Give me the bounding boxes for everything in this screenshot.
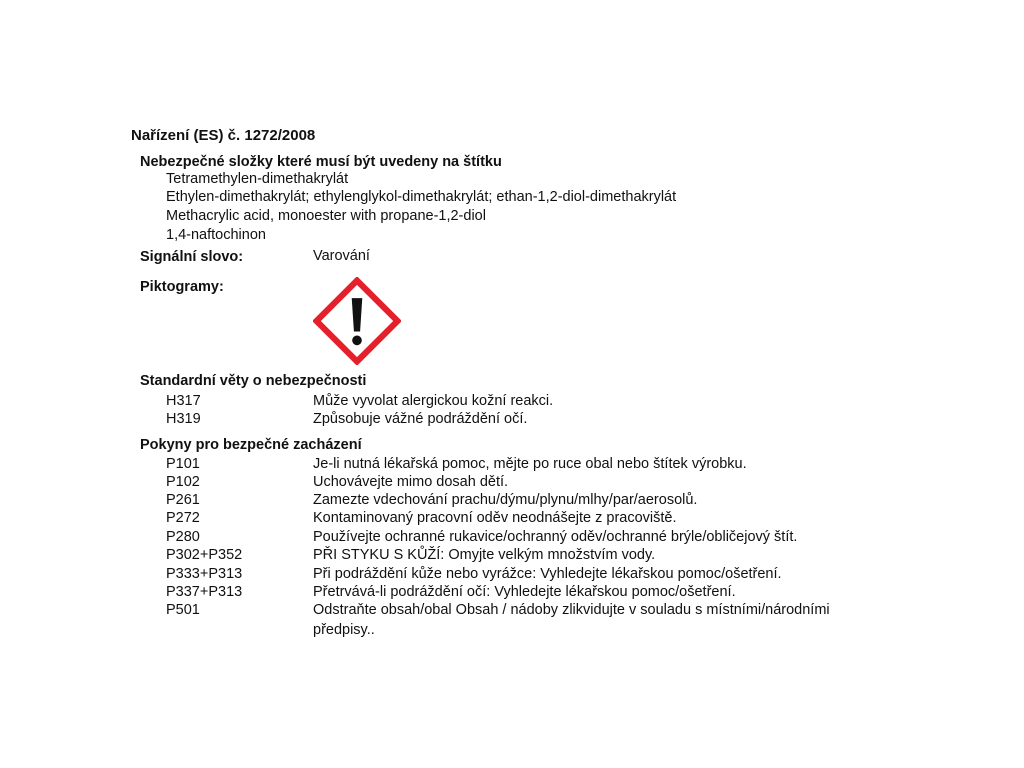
component-item: Ethylen-dimethakrylát; ethylenglykol-dimethakrylát; ethan-1,2-diol-dimethakrylát xyxy=(166,189,677,205)
precaution-text: Kontaminovaný pracovní oděv neodnášejte z pracoviště. xyxy=(313,510,677,526)
hazardous-components-heading: Nebezpečné složky které musí být uvedeny na štítku xyxy=(140,154,502,170)
precaution-code: P501 xyxy=(166,602,200,618)
precaution-text: Zamezte vdechování prachu/dýmu/plynu/mlhy/par/aerosolů. xyxy=(313,492,698,508)
pictograms-label: Piktogramy: xyxy=(140,279,224,295)
precaution-code: P102 xyxy=(166,474,200,490)
hazard-statements-heading: Standardní věty o nebezpečnosti xyxy=(140,373,367,389)
precaution-code: P337+P313 xyxy=(166,584,243,600)
component-item: Tetramethylen-dimethakrylát xyxy=(166,171,349,187)
hazard-code: H319 xyxy=(166,411,201,427)
precaution-code: P261 xyxy=(166,492,200,508)
precaution-text: Je-li nutná lékařská pomoc, mějte po ruce obal nebo štítek výrobku. xyxy=(313,456,747,472)
signal-word-value: Varování xyxy=(313,248,370,264)
precaution-code: P280 xyxy=(166,529,200,545)
component-item: 1,4-naftochinon xyxy=(166,227,266,243)
precaution-code: P101 xyxy=(166,456,200,472)
precaution-text: Uchovávejte mimo dosah dětí. xyxy=(313,474,509,490)
precaution-code: P333+P313 xyxy=(166,566,243,582)
exclamation-mark-hazard-icon xyxy=(313,277,401,365)
precaution-text: Používejte ochranné rukavice/ochranný oděv/ochranné brýle/obličejový štít. xyxy=(313,529,798,545)
signal-word-label: Signální slovo: xyxy=(140,249,244,265)
precaution-code: P272 xyxy=(166,510,200,526)
precaution-text: Přetrvává-li podráždění očí: Vyhledejte lékařskou pomoc/ošetření. xyxy=(313,584,736,600)
precaution-text: Při podráždění kůže nebo vyrážce: Vyhledejte lékařskou pomoc/ošetření. xyxy=(313,566,782,582)
precaution-text: Odstraňte obsah/obal Obsah / nádoby zlikvidujte v souladu s místními/národními xyxy=(313,602,830,618)
hazard-code: H317 xyxy=(166,393,201,409)
precaution-code: P302+P352 xyxy=(166,547,243,563)
hazard-text: Způsobuje vážné podráždění očí. xyxy=(313,411,528,427)
hazard-text: Může vyvolat alergickou kožní reakci. xyxy=(313,393,554,409)
precaution-text-continuation: předpisy.. xyxy=(313,622,375,638)
component-item: Methacrylic acid, monoester with propane-1,2-diol xyxy=(166,208,486,224)
precaution-text: PŘI STYKU S KŮŽÍ: Omyjte velkým množstvím vody. xyxy=(313,547,656,563)
precautionary-statements-heading: Pokyny pro bezpečné zacházení xyxy=(140,437,362,453)
regulation-title: Nařízení (ES) č. 1272/2008 xyxy=(131,127,316,144)
